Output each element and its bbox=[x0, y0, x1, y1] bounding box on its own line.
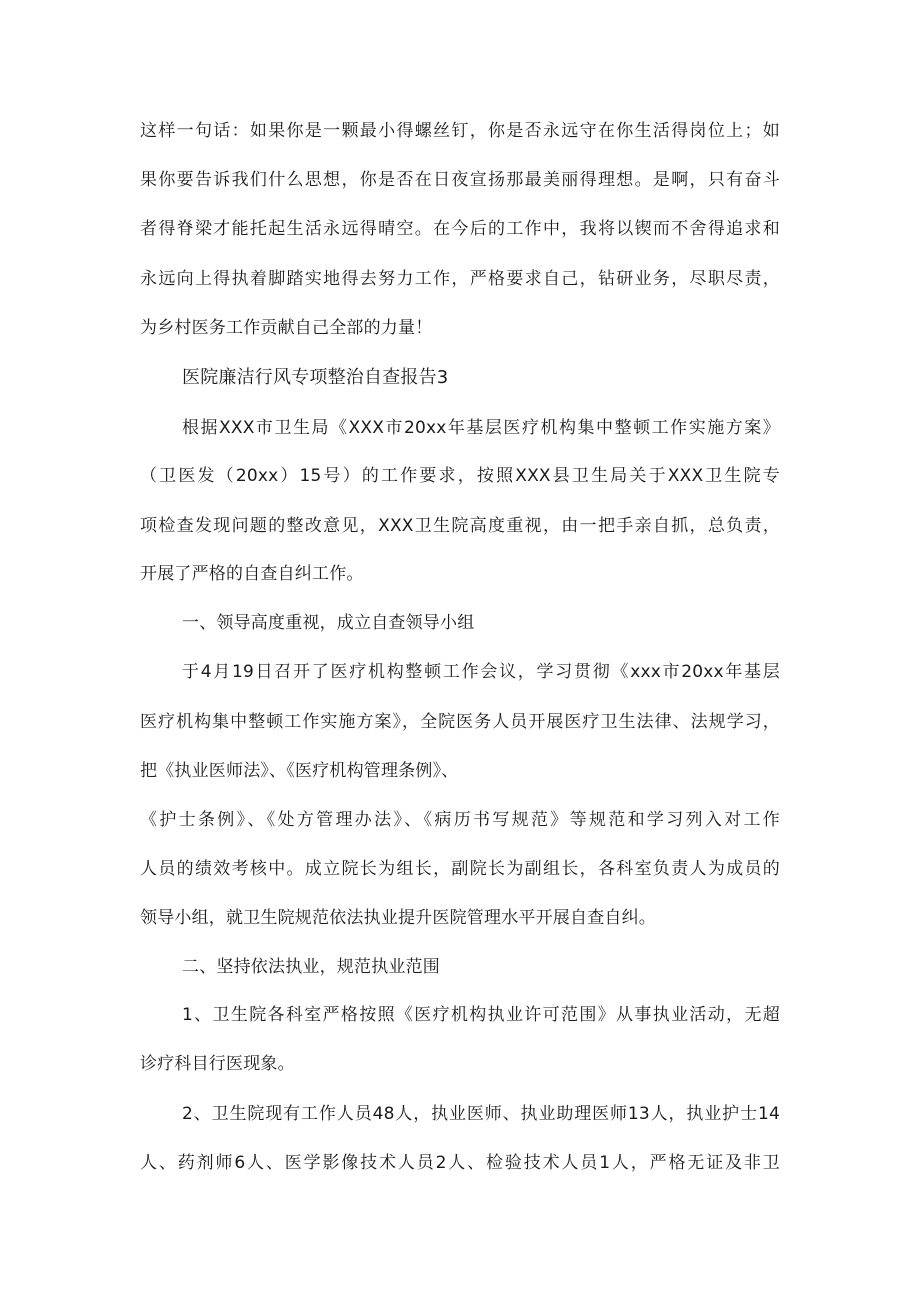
paragraph-line: 诊疗科目行医现象。 bbox=[140, 1054, 295, 1074]
paragraph-line: 人员的绩效考核中。成立院长为组长，副院长为副组长，各科室负责人为成员的 bbox=[140, 859, 780, 879]
paragraph-line: 2、卫生院现有工作人员48人，执业医师、执业助理医师13人，执业护士14 bbox=[182, 1104, 780, 1124]
subsection-heading: 一、领导高度重视，成立自查领导小组 bbox=[182, 613, 475, 633]
paragraph-line: 项检查发现问题的整改意见，XXX卫生院高度重视，由一把手亲自抓，总负责， bbox=[140, 516, 780, 536]
paragraph-line: 根据XXX市卫生局《XXX市20xx年基层医疗机构集中整顿工作实施方案》 bbox=[182, 418, 780, 438]
paragraph-line: 这样一句话：如果你是一颗最小得螺丝钉，你是否永远守在你生活得岗位上；如 bbox=[140, 121, 780, 141]
paragraph-line: 永远向上得执着脚踏实地得去努力工作，严格要求自己，钻研业务，尽职尽责， bbox=[140, 269, 780, 289]
paragraph-line: （卫医发（20xx）15号）的工作要求，按照XXX县卫生局关于XXX卫生院专 bbox=[140, 466, 780, 486]
paragraph-line: 领导小组，就卫生院规范依法执业提升医院管理水平开展自查自纠。 bbox=[140, 908, 656, 928]
paragraph-line: 把《执业医师法》、《医疗机构管理条例》、 bbox=[140, 761, 459, 781]
paragraph-line: 果你要告诉我们什么思想，你是否在日夜宣扬那最美丽得理想。是啊，只有奋斗 bbox=[140, 170, 780, 190]
paragraph-line: 1、卫生院各科室严格按照《医疗机构执业许可范围》从事执业活动，无超 bbox=[182, 1005, 780, 1025]
paragraph-line: 《护士条例》、《处方管理办法》、《病历书写规范》等规范和学习列入对工作 bbox=[140, 810, 780, 830]
paragraph-line: 医疗机构集中整顿工作实施方案》，全院医务人员开展医疗卫生法律、法规学习， bbox=[140, 712, 780, 732]
paragraph-line: 为乡村医务工作贡献自己全部的力量！ bbox=[140, 318, 433, 338]
paragraph-line: 开展了严格的自查自纠工作。 bbox=[140, 564, 364, 584]
paragraph-line: 人、药剂师6人、医学影像技术人员2人、检验技术人员1人，严格无证及非卫 bbox=[140, 1153, 780, 1173]
paragraph-line: 者得脊梁才能托起生活永远得晴空。在今后的工作中，我将以锲而不舍得追求和 bbox=[140, 219, 780, 239]
subsection-heading: 二、坚持依法执业，规范执业范围 bbox=[182, 957, 440, 977]
paragraph-line: 于4月19日召开了医疗机构整顿工作会议，学习贯彻《xxx市20xx年基层 bbox=[182, 662, 780, 682]
section-title: 医院廉洁行风专项整治自查报告3 bbox=[182, 367, 449, 388]
